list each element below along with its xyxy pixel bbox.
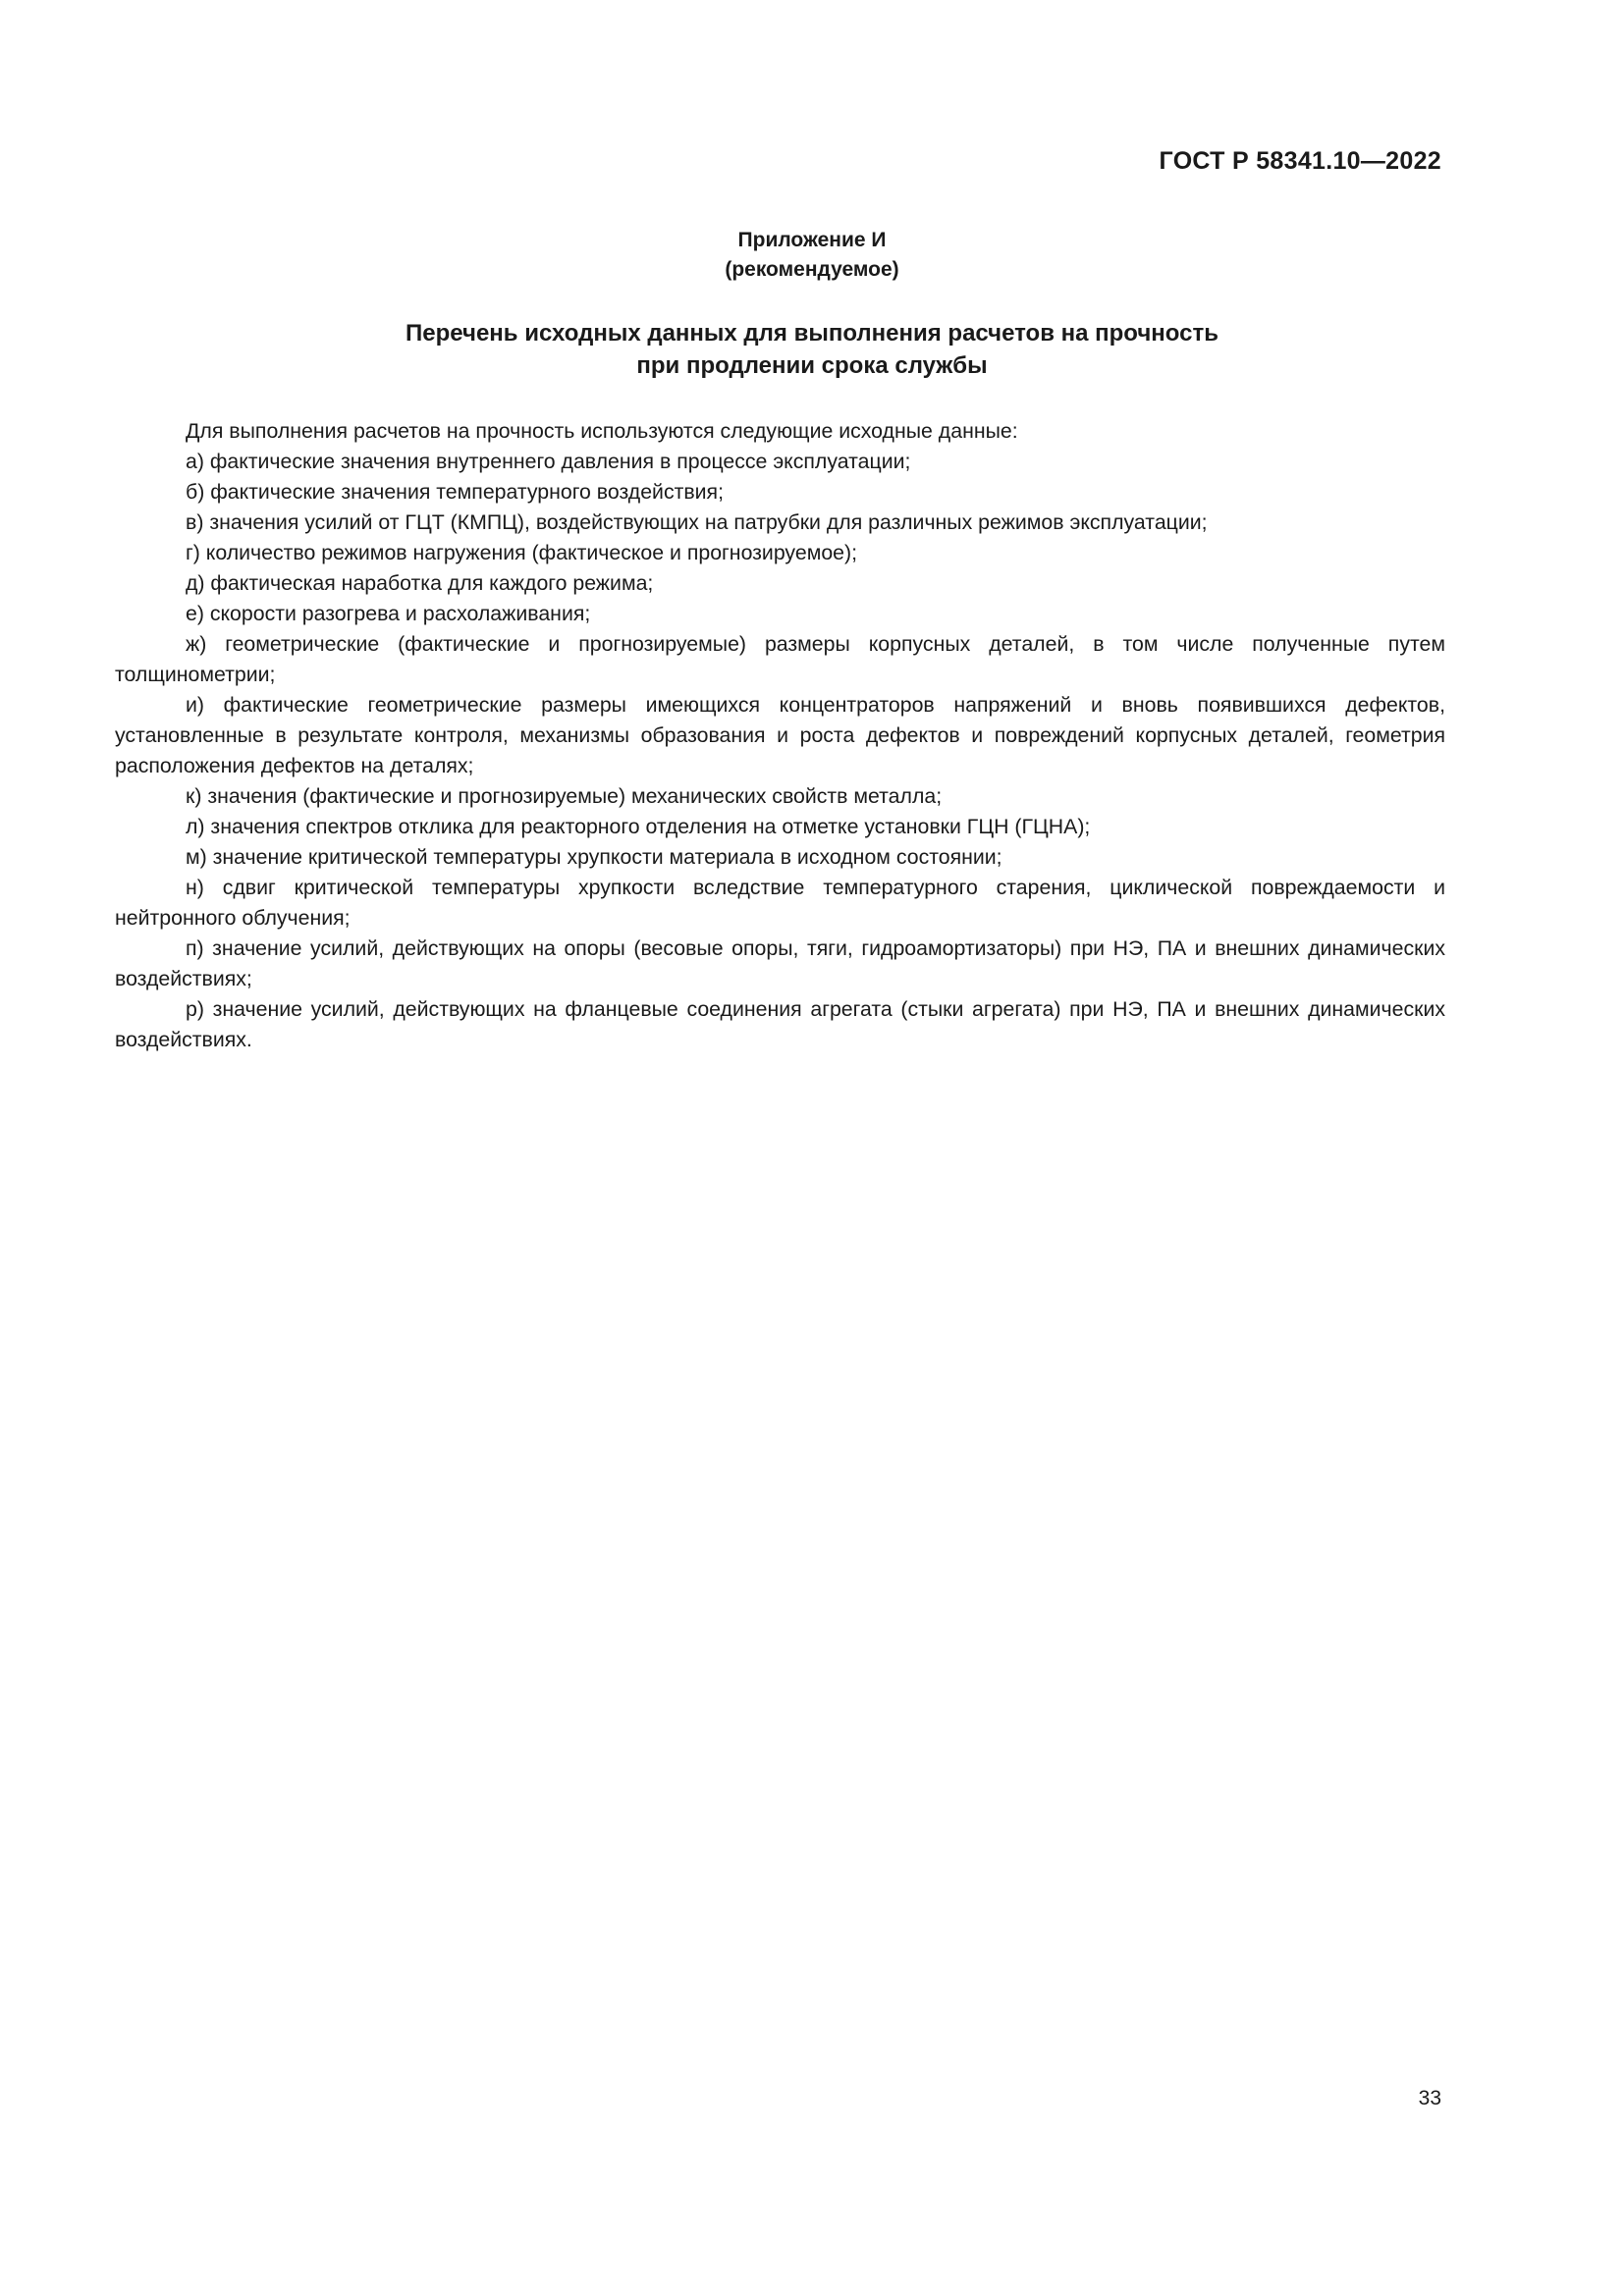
list-item: а) фактические значения внутреннего давления в процессе эксплуатации; — [186, 450, 911, 473]
appendix-heading — [0, 226, 1624, 285]
list-item: н) сдвиг критической температуры хрупкости вследствие температурного старения, циклической повреждаемости и нейтронного облучения; — [115, 876, 1445, 930]
section-title-line-1: Перечень исходных данных для выполнения расчетов на прочность — [406, 320, 1218, 347]
intro-paragraph: Для выполнения расчетов на прочность используются следующие исходные данные: — [186, 419, 1018, 443]
body-text — [115, 416, 1445, 1055]
page-number: 33 — [1418, 2087, 1441, 2109]
document-standard-number: ГОСТ Р 58341.10—2022 — [1159, 147, 1441, 175]
appendix-note: (рекомендуемое) — [725, 258, 899, 281]
list-item: п) значение усилий, действующих на опоры (весовые опоры, тяги, гидроамортизаторы) при НЭ, ПА и внешних динамических воздействиях; — [115, 936, 1445, 990]
list-item: и) фактические геометрические размеры имеющихся концентраторов напряжений и вновь появившихся дефектов, установленные в результате контроля, механизмы образования и роста дефектов и повреждений корпусных деталей, геометрия расположения дефектов на деталях; — [115, 693, 1445, 777]
list-item: к) значения (фактические и прогнозируемые) механических свойств металла; — [186, 784, 943, 808]
list-item: м) значение критической температуры хрупкости материала в исходном состоянии; — [186, 845, 1002, 869]
list-item: д) фактическая наработка для каждого режима; — [186, 571, 654, 595]
list-item: р) значение усилий, действующих на фланцевые соединения агрегата (стыки агрегата) при НЭ, ПА и внешних динамических воздействиях. — [115, 997, 1445, 1051]
section-title-line-2: при продлении срока службы — [636, 352, 988, 379]
list-item: в) значения усилий от ГЦТ (КМПЦ), воздействующих на патрубки для различных режимов эксплуатации; — [186, 510, 1208, 534]
section-title — [0, 317, 1624, 382]
list-item: е) скорости разогрева и расхолаживания; — [186, 602, 591, 625]
list-item: л) значения спектров отклика для реакторного отделения на отметке установки ГЦН (ГЦНА); — [186, 815, 1091, 838]
list-item: б) фактические значения температурного воздействия; — [186, 480, 725, 504]
list-item: г) количество режимов нагружения (фактическое и прогнозируемое); — [186, 541, 858, 564]
list-item: ж) геометрические (фактические и прогнозируемые) размеры корпусных деталей, в том числе полученные путем толщинометрии; — [115, 632, 1445, 686]
appendix-title: Приложение И — [737, 229, 887, 251]
